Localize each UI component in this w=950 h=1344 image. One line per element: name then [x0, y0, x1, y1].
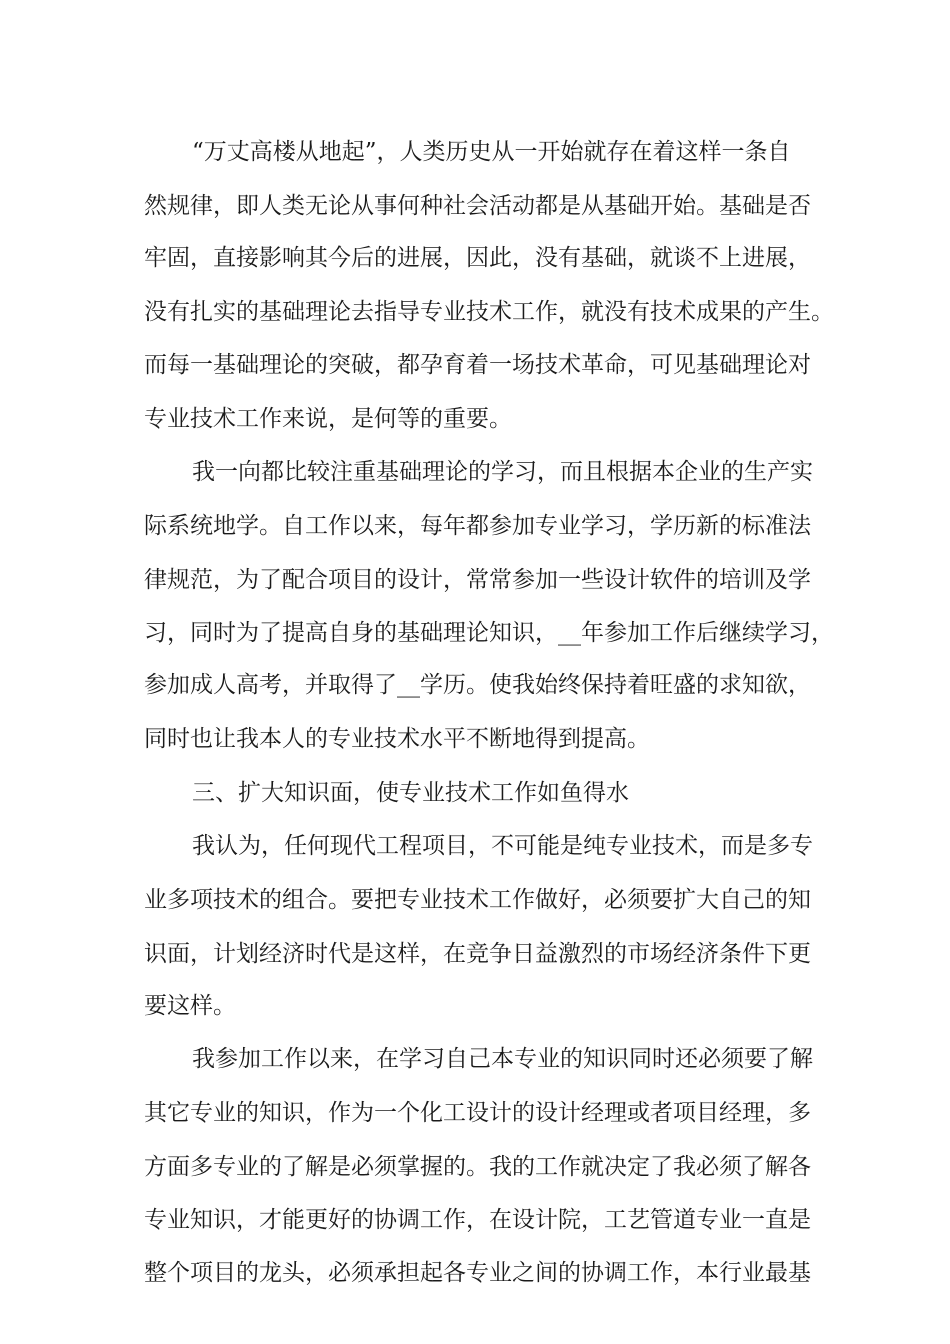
- text-line: “万丈高楼从地起”，人类历史从一开始就存在着这样一条自: [192, 139, 791, 165]
- text-line: 律规范，为了配合项目的设计，常常参加一些设计软件的培训及学: [144, 567, 811, 593]
- text-line: 要这样。: [144, 993, 236, 1019]
- text-line: 我参加工作以来，在学习自己本专业的知识同时还必须要了解: [192, 1046, 813, 1072]
- text-line: 其它专业的知识，作为一个化工设计的设计经理或者项目经理，多: [144, 1100, 811, 1126]
- text-line: 习，同时为了提高自身的基础理论知识，__年参加工作后继续学习，: [144, 620, 834, 646]
- text-line: 方面多专业的了解是必须掌握的。我的工作就决定了我必须了解各: [144, 1154, 811, 1180]
- text-line: 然规律，即人类无论从事何种社会活动都是从基础开始。基础是否: [144, 193, 811, 219]
- text-line: 业多项技术的组合。要把专业技术工作做好，必须要扩大自己的知: [144, 887, 811, 913]
- text-line: 而每一基础理论的突破，都孕育着一场技术革命，可见基础理论对: [144, 352, 811, 378]
- text-line: 整个项目的龙头，必须承担起各专业之间的协调工作，本行业最基: [144, 1260, 811, 1286]
- text-line: 牢固，直接影响其今后的进展，因此，没有基础，就谈不上进展，: [144, 245, 811, 271]
- text-line: 专业技术工作来说，是何等的重要。: [144, 406, 512, 432]
- text-line: 专业知识，才能更好的协调工作，在设计院，工艺管道专业一直是: [144, 1207, 811, 1233]
- text-line: 我认为，任何现代工程项目，不可能是纯专业技术，而是多专: [192, 833, 813, 859]
- text-line: 没有扎实的基础理论去指导专业技术工作，就没有技术成果的产生。: [144, 299, 834, 325]
- text-line: 我一向都比较注重基础理论的学习，而且根据本企业的生产实: [192, 459, 813, 485]
- section-heading: 三、扩大知识面，使专业技术工作如鱼得水: [192, 780, 629, 806]
- text-line: 际系统地学。自工作以来，每年都参加专业学习，学历新的标准法: [144, 513, 811, 539]
- text-line: 同时也让我本人的专业技术水平不断地得到提高。: [144, 726, 650, 752]
- text-line: 参加成人高考，并取得了__学历。使我始终保持着旺盛的求知欲，: [144, 672, 811, 698]
- text-line: 识面，计划经济时代是这样，在竞争日益激烈的市场经济条件下更: [144, 941, 811, 967]
